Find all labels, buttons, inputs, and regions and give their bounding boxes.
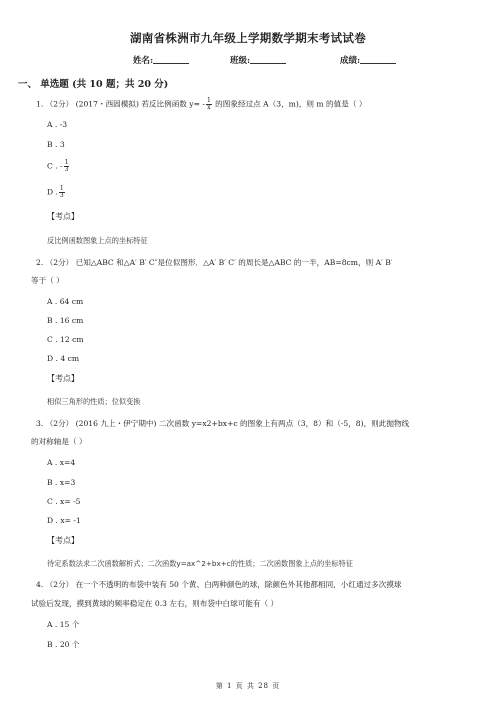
q3-kaodian-label: 【考点】 [47,536,79,545]
q3-stem-line2: 的对称轴是（ ） [31,437,87,446]
q1-option-d-prefix: D . [47,187,58,197]
class-blank [250,55,286,64]
q2-option-c: C . 12 cm [47,335,84,344]
q1-option-a: A . -3 [47,120,68,129]
q1-option-c-fraction [64,160,70,173]
q1-fraction [206,98,212,111]
q3-option-b: B . x=3 [47,478,76,487]
name-field [133,54,189,66]
q1-stem [36,98,366,111]
q1-option-d [47,186,66,199]
class-field [230,54,286,66]
q3-option-a: A . x=4 [47,458,76,467]
q1-option-d-numerator: 1 [59,185,64,192]
q1-option-c-numerator: 1 [64,159,69,166]
q3-kaodian-answer: 待定系数法求二次函数解析式；二次函数y=ax^2+bx+c的性质；二次函数图象上点的坐标特征 [47,559,353,568]
page-footer: 第 1 页 共 28 页 [215,682,281,690]
q3-option-d: D . x= -1 [47,516,81,525]
name-blank [153,55,189,64]
q1-option-d-denominator: 3 [59,192,64,199]
score-label: 成绩: [340,56,361,66]
q1-option-d-fraction [59,186,65,199]
exam-title: 湖南省株洲市九年级上学期数学期末考试试卷 [130,31,366,45]
score-blank [360,55,396,64]
q2-option-b: B . 16 cm [47,316,84,325]
q4-stem-line1: 4. （2分） 在一个不透明的布袋中装有 50 个黄、白两种颜色的球，除颜色外其他都相同，小红通过多次摸球 [36,580,402,589]
q3-option-c: C . x= -5 [47,497,81,506]
q4-option-a: A . 15 个 [47,620,80,629]
section-heading: 一、 单选题 (共 10 题；共 20 分) [18,79,169,90]
q1-option-c [47,160,70,173]
q2-kaodian-label: 【考点】 [47,374,79,383]
q4-stem-line2: 试验后发现，摸到黄球的频率稳定在 0.3 左右，则布袋中白球可能有（ ） [31,599,279,608]
q2-option-d: D . 4 cm [47,354,80,363]
class-label: 班级: [230,56,251,66]
q1-frac-numerator: 1 [206,97,211,104]
score-field [340,54,396,66]
q1-option-c-prefix: C . - [47,161,63,171]
q1-stem-b: 的图象经过点 A（3，m)，则 m 的值是（ ） [212,99,367,109]
q2-stem-line1: 2. （2分） 已知△ABC 和△A′ B′ C″是位似图形．△A′ B′ C′ 的周长是△ABC 的一半，AB=8cm，则 A′ B′ [36,258,393,267]
q1-option-b: B . 3 [47,140,65,149]
q2-kaodian-answer: 相似三角形的性质；位似变换 [47,397,141,406]
q2-option-a: A . 64 cm [47,297,84,306]
q1-option-c-denominator: 3 [64,166,69,173]
q4-option-b: B . 20 个 [47,640,80,649]
q1-frac-denominator: x [207,104,211,111]
q1-stem-a: 1. （2分） (2017・西固模拟) 若反比例函数 y= - [36,99,205,109]
name-label: 姓名: [133,56,154,66]
q1-kaodian-label: 【考点】 [47,212,79,221]
q3-stem-line1: 3. （2分） (2016 九上・伊宁期中) 二次函数 y=x2+bx+c 的图象上有两点（3，8）和（-5，8)，则此抛物线 [36,419,410,428]
q1-kaodian-answer: 反比例函数图象上点的坐标特征 [47,236,148,245]
q2-stem-line2: 等于（ ） [31,276,64,285]
